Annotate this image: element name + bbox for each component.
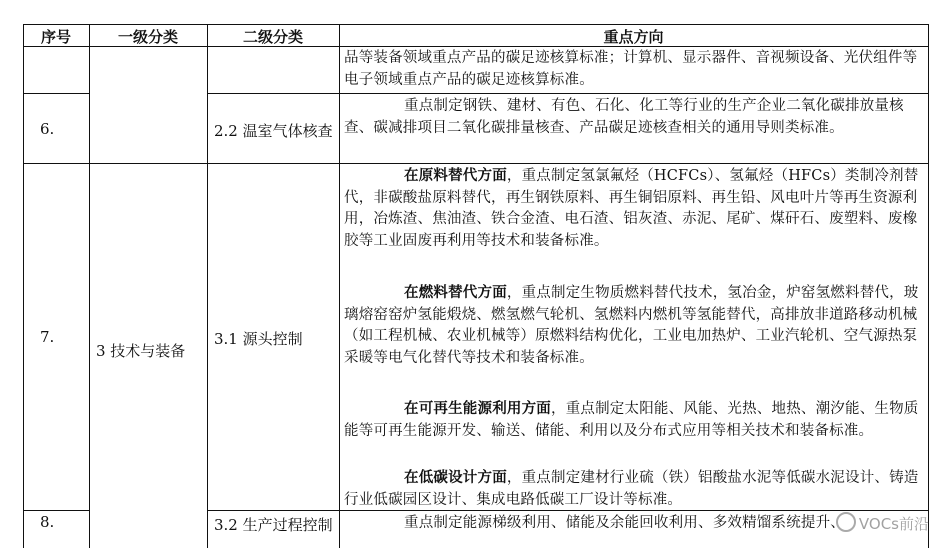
row7-paragraph-raw-materials [344,165,924,253]
row7-paragraph-low-carbon-design [344,467,924,511]
row7-p2-heading: 在燃料替代方面 [404,284,507,301]
row8-category2: 3.2 生产过程控制 [214,516,333,534]
header-col-cat1: 一级分类 [117,28,178,46]
row7-number: 7. [40,328,55,346]
row7-p1-heading: 在原料替代方面 [404,167,507,184]
row6-number: 6. [40,120,55,138]
row7-category1: 3 技术与装备 [96,342,186,360]
watermark-text: VOCs前沿 [858,515,929,533]
row6-focus: 重点制定钢铁、建材、有色、石化、化工等行业的生产企业二氧化碳排放量核查、碳减排项目二氧化碳排量核查、产品碳足迹核查相关的通用导则类标准。 [344,98,904,136]
header-col-focus: 重点方向 [603,28,664,46]
col-border-1 [89,24,90,548]
row7-paragraph-fuel [344,282,924,370]
row8-number: 8. [40,513,55,531]
col-border-left [23,24,24,548]
row7-p2-body: ，重点制定生物质燃料替代技术，氢冶金，炉窑氢燃料替代，玻璃熔窑窑炉氢能煅烧、燃氢燃气轮机、氢燃料内燃机等氢能替代，高排放非道路移动机械（如工程机械、农业机械等）原燃料结构优化，工业电加热炉、工业汽轮机、空气源热泵采暖等电气化替代等技术和装备标准。 [344,285,919,367]
row7-p4-body: ，重点制定建材行业硫（铁）铝酸盐水泥等低碳水泥设计、铸造行业低碳园区设计、集成电路低碳工厂设计等标准。 [344,470,919,508]
continued-focus-text: 品等装备领域重点产品的碳足迹核算标准；计算机、显示器件、音视频设备、光伏组件等电子领域重点产品的碳足迹核算标准。 [344,50,918,88]
col-border-2 [207,24,208,548]
row-cont-bottom-border [23,93,89,94]
row-cont-bottom-border-2 [207,93,929,94]
row7-p3-body: ，重点制定太阳能、风能、光热、地热、潮汐能、生物质能等可再生能源开发、输送、储能、利用以及分布式应用等相关技术和装备标准。 [344,401,919,439]
row7-paragraph-renewable [344,398,924,442]
row7-bottom-border [23,510,89,511]
row6-category2: 2.2 温室气体核查 [214,122,333,140]
row7-p4-heading: 在低碳设计方面 [404,469,507,486]
row6-focus-text [344,96,924,139]
col-border-3 [339,24,340,548]
watermark [836,512,929,534]
row7-p1-body: ，重点制定氢氯氟烃（HCFCs）、氢氟烃（HFCs）类制冷剂替代，非碳酸盐原料替代，再生钢铁原料、再生铜铝原料、再生铅、风电叶片等再生资源利用，冶炼渣、焦油渣、铁合金渣、电石渣、铝灰渣、赤泥、尾矿、煤矸石、废塑料、废橡胶等工业固废再利用等技术和装备标准。 [344,168,919,250]
row7-p3-heading: 在可再生能源利用方面 [404,400,551,417]
table-top-border [23,24,929,25]
row6-bottom-border [23,163,929,164]
wechat-icon [836,512,856,532]
col-border-right [928,24,929,548]
row7-category2: 3.1 源头控制 [214,330,303,348]
header-col-no: 序号 [40,28,71,46]
row8-focus: 重点制定能源梯级利用、储能及余能回收利用、多效精馏系统提升、 [404,515,845,531]
header-col-cat2: 二级分类 [242,28,303,46]
